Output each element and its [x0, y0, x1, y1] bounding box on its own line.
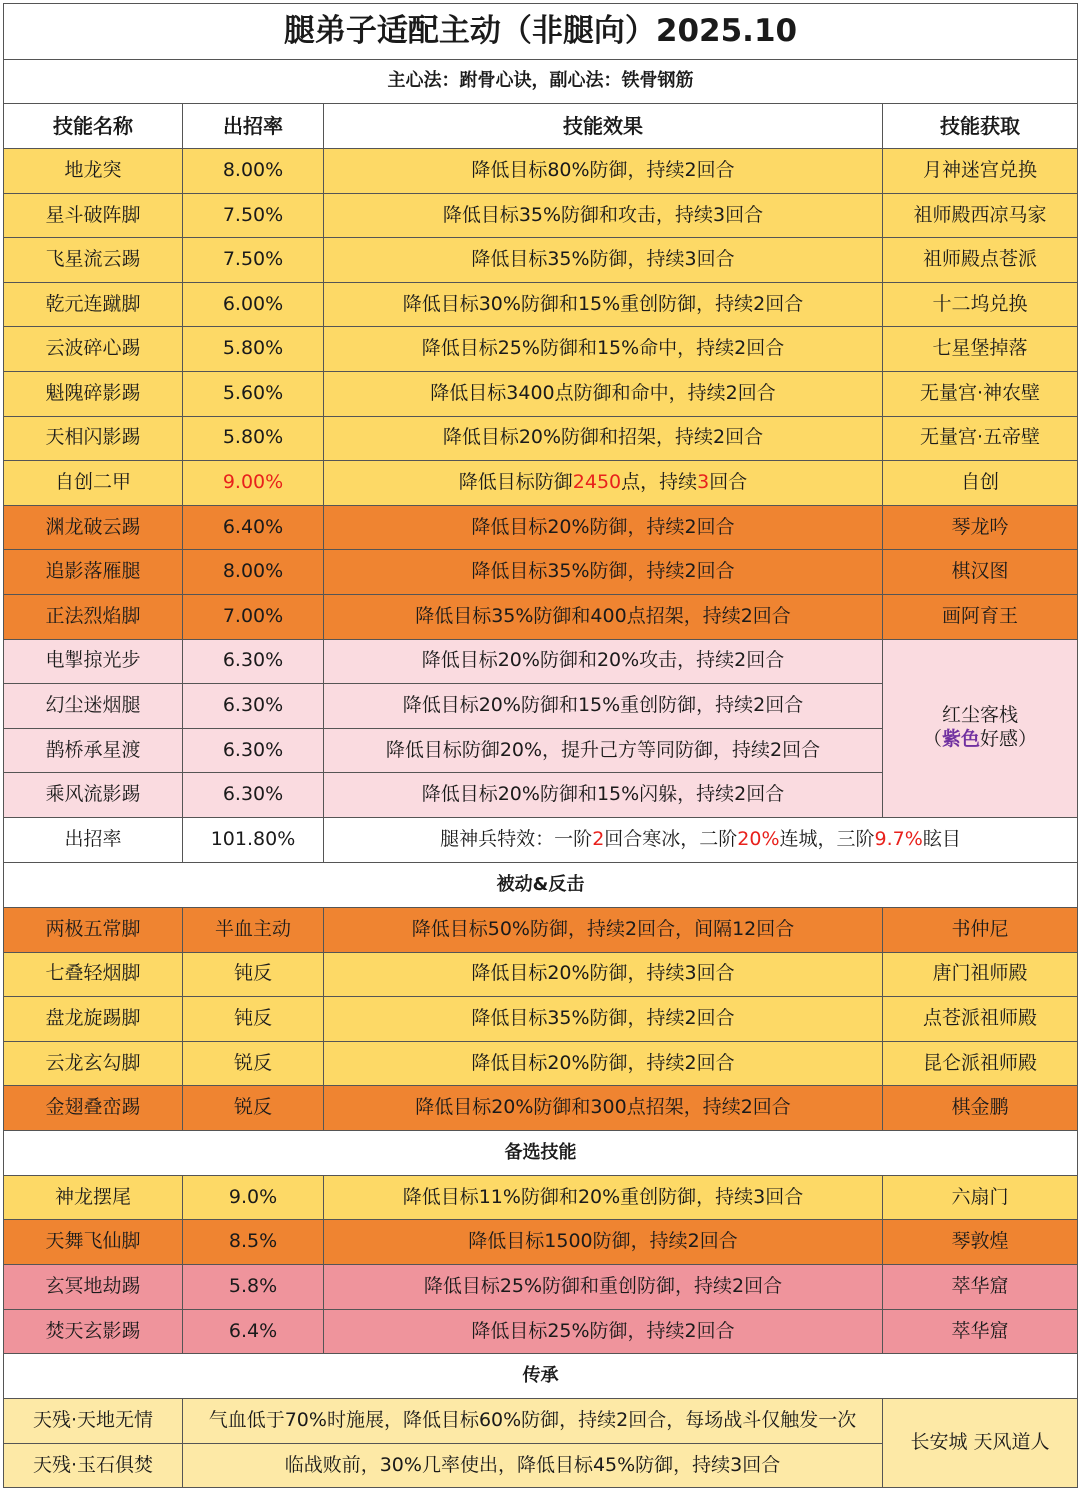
table-row	[4, 1399, 1078, 1444]
skill-effect: 降低目标50%防御，持续2回合，间隔12回合	[324, 907, 883, 952]
skill-name: 渊龙破云踢	[4, 505, 183, 550]
table-row	[4, 1041, 1078, 1086]
skill-name: 玄冥地劫踢	[4, 1265, 183, 1310]
skill-effect: 降低目标25%防御和重创防御，持续2回合	[324, 1265, 883, 1310]
table-row	[4, 639, 1078, 684]
skill-rate: 钝反	[183, 997, 324, 1042]
header-rate: 出招率	[183, 104, 324, 149]
table-row	[4, 1175, 1078, 1220]
skill-name: 金翅叠峦踢	[4, 1086, 183, 1131]
skill-rate: 6.40%	[183, 505, 324, 550]
skill-effect: 降低目标35%防御，持续2回合	[324, 997, 883, 1042]
skill-rate: 7.50%	[183, 238, 324, 283]
skill-rate: 锐反	[183, 1086, 324, 1131]
skill-rate: 5.60%	[183, 371, 324, 416]
table-row	[4, 327, 1078, 372]
table-row	[4, 594, 1078, 639]
inherit-source: 长安城 天风道人	[883, 1399, 1078, 1488]
subtitle: 主心法：跗骨心诀，副心法：铁骨钢筋	[4, 60, 1078, 104]
skill-source: 棋汉图	[883, 550, 1078, 595]
skill-effect: 降低目标35%防御，持续2回合	[324, 550, 883, 595]
section-passive: 被动&反击	[4, 862, 1078, 907]
skill-name: 神龙摆尾	[4, 1175, 183, 1220]
skill-effect: 降低目标20%防御和15%闪躲，持续2回合	[324, 773, 883, 818]
header-source: 技能获取	[883, 104, 1078, 149]
header-row	[4, 104, 1078, 149]
table-row	[4, 997, 1078, 1042]
skill-source: 无量宫·神农壁	[883, 371, 1078, 416]
skill-effect: 降低目标20%防御和300点招架，持续2回合	[324, 1086, 883, 1131]
skill-rate: 9.00%	[183, 461, 324, 506]
total-row	[4, 817, 1078, 862]
table-row	[4, 1265, 1078, 1310]
skill-effect: 降低目标20%防御，持续2回合	[324, 505, 883, 550]
skill-rate: 5.80%	[183, 416, 324, 461]
skill-effect: 降低目标20%防御和15%重创防御，持续2回合	[324, 684, 883, 729]
skill-rate: 8.5%	[183, 1220, 324, 1265]
skill-source: 无量宫·五帝壁	[883, 416, 1078, 461]
skill-effect: 降低目标25%防御，持续2回合	[324, 1309, 883, 1354]
table-row	[4, 238, 1078, 283]
skill-rate: 6.30%	[183, 728, 324, 773]
table-row	[4, 1309, 1078, 1354]
section-alternates: 备选技能	[4, 1130, 1078, 1175]
skill-name: 天相闪影踢	[4, 416, 183, 461]
total-label: 出招率	[4, 817, 183, 862]
skill-effect: 气血低于70%时施展，降低目标60%防御，持续2回合，每场战斗仅触发一次	[183, 1399, 883, 1444]
table-row	[4, 371, 1078, 416]
skill-rate: 8.00%	[183, 149, 324, 194]
skill-name: 追影落雁腿	[4, 550, 183, 595]
skill-source: 月神迷宫兑换	[883, 149, 1078, 194]
table-row	[4, 1086, 1078, 1131]
skill-name: 地龙突	[4, 149, 183, 194]
skill-name: 魁隗碎影踢	[4, 371, 183, 416]
skill-source: 唐门祖师殿	[883, 952, 1078, 997]
skill-effect: 降低目标防御2450点，持续3回合	[324, 461, 883, 506]
skill-rate: 9.0%	[183, 1175, 324, 1220]
table-row	[4, 1220, 1078, 1265]
skill-rate: 半血主动	[183, 907, 324, 952]
skill-effect: 降低目标35%防御，持续3回合	[324, 238, 883, 283]
skill-name: 云龙玄勾脚	[4, 1041, 183, 1086]
skill-source: 七星堡掉落	[883, 327, 1078, 372]
skill-source: 萃华窟	[883, 1309, 1078, 1354]
skill-name: 电掣掠光步	[4, 639, 183, 684]
skill-name: 天残·天地无情	[4, 1399, 183, 1444]
skill-rate: 6.00%	[183, 282, 324, 327]
section-inherit: 传承	[4, 1354, 1078, 1399]
skill-source: 琴敦煌	[883, 1220, 1078, 1265]
skill-name: 焚天玄影踢	[4, 1309, 183, 1354]
table-row	[4, 907, 1078, 952]
total-value: 101.80%	[183, 817, 324, 862]
skill-rate: 锐反	[183, 1041, 324, 1086]
skill-effect: 降低目标25%防御和15%命中，持续2回合	[324, 327, 883, 372]
skill-source: 点苍派祖师殿	[883, 997, 1078, 1042]
skill-source: 十二坞兑换	[883, 282, 1078, 327]
skill-rate: 7.50%	[183, 193, 324, 238]
skill-effect: 降低目标11%防御和20%重创防御，持续3回合	[324, 1175, 883, 1220]
skill-name: 幻尘迷烟腿	[4, 684, 183, 729]
table-row	[4, 149, 1078, 194]
table-row	[4, 461, 1078, 506]
skill-source: 琴龙吟	[883, 505, 1078, 550]
skill-source: 六扇门	[883, 1175, 1078, 1220]
skill-source: 祖师殿西凉马家	[883, 193, 1078, 238]
table-row	[4, 952, 1078, 997]
table-row	[4, 282, 1078, 327]
skill-rate: 6.30%	[183, 639, 324, 684]
skill-name: 七叠轻烟脚	[4, 952, 183, 997]
skill-source: 祖师殿点苍派	[883, 238, 1078, 283]
table-row	[4, 193, 1078, 238]
weapon-effect: 腿神兵特效：一阶2回合寒冰，二阶20%连城，三阶9.7%眩目	[324, 817, 1078, 862]
skill-rate: 6.30%	[183, 773, 324, 818]
header-name: 技能名称	[4, 104, 183, 149]
skill-name: 正法烈焰脚	[4, 594, 183, 639]
skill-name: 乾元连蹴脚	[4, 282, 183, 327]
skill-rate: 钝反	[183, 952, 324, 997]
skill-effect: 降低目标35%防御和攻击，持续3回合	[324, 193, 883, 238]
table-row	[4, 416, 1078, 461]
skill-source: 棋金鹏	[883, 1086, 1078, 1131]
skill-rate: 6.30%	[183, 684, 324, 729]
skill-effect: 降低目标20%防御和20%攻击，持续2回合	[324, 639, 883, 684]
skill-effect: 降低目标3400点防御和命中，持续2回合	[324, 371, 883, 416]
skill-name: 两极五常脚	[4, 907, 183, 952]
skill-source: 自创	[883, 461, 1078, 506]
skill-name: 自创二甲	[4, 461, 183, 506]
skill-rate: 5.8%	[183, 1265, 324, 1310]
skill-source: 书仲尼	[883, 907, 1078, 952]
inn-source: 红尘客栈 （紫色好感）	[883, 639, 1078, 817]
skill-name: 云波碎心踢	[4, 327, 183, 372]
skill-name: 天残·玉石俱焚	[4, 1443, 183, 1488]
skill-effect: 临战败前，30%几率使出，降低目标45%防御，持续3回合	[183, 1443, 883, 1488]
table-row	[4, 505, 1078, 550]
skill-table	[3, 3, 1078, 1488]
skill-effect: 降低目标20%防御，持续2回合	[324, 1041, 883, 1086]
skill-name: 乘风流影踢	[4, 773, 183, 818]
skill-effect: 降低目标防御20%，提升己方等同防御，持续2回合	[324, 728, 883, 773]
skill-effect: 降低目标1500防御，持续2回合	[324, 1220, 883, 1265]
skill-effect: 降低目标30%防御和15%重创防御，持续2回合	[324, 282, 883, 327]
skill-name: 飞星流云踢	[4, 238, 183, 283]
table-row	[4, 550, 1078, 595]
skill-effect: 降低目标20%防御，持续3回合	[324, 952, 883, 997]
skill-effect: 降低目标80%防御，持续2回合	[324, 149, 883, 194]
skill-name: 星斗破阵脚	[4, 193, 183, 238]
skill-rate: 8.00%	[183, 550, 324, 595]
skill-source: 昆仑派祖师殿	[883, 1041, 1078, 1086]
skill-rate: 5.80%	[183, 327, 324, 372]
header-effect: 技能效果	[324, 104, 883, 149]
skill-effect: 降低目标20%防御和招架，持续2回合	[324, 416, 883, 461]
skill-rate: 7.00%	[183, 594, 324, 639]
skill-source: 萃华窟	[883, 1265, 1078, 1310]
skill-source: 画阿育王	[883, 594, 1078, 639]
skill-rate: 6.4%	[183, 1309, 324, 1354]
skill-name: 盘龙旋踢脚	[4, 997, 183, 1042]
skill-name: 鹊桥承星渡	[4, 728, 183, 773]
skill-effect: 降低目标35%防御和400点招架，持续2回合	[324, 594, 883, 639]
skill-name: 天舞飞仙脚	[4, 1220, 183, 1265]
page-title: 腿弟子适配主动（非腿向）2025.10	[4, 4, 1078, 60]
